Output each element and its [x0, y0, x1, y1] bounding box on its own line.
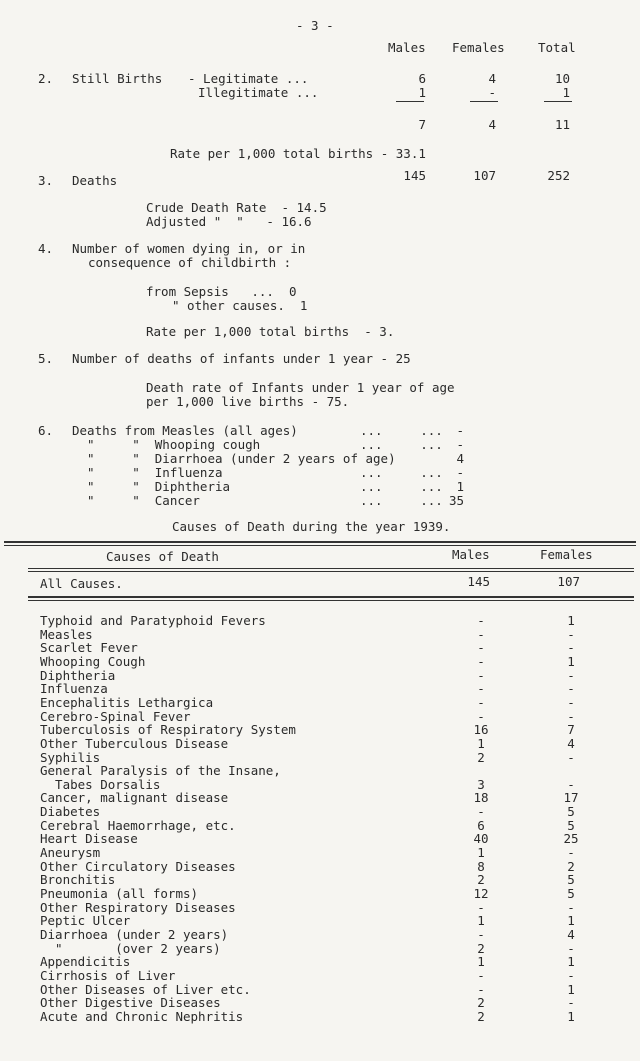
cause-females: -: [567, 750, 575, 765]
leader-dots: ... ...: [360, 465, 443, 480]
cause-males: 2: [477, 941, 485, 956]
deaths-females: 107: [473, 168, 496, 183]
leader-dots: ... ...: [360, 437, 443, 452]
specific-death-value: -: [456, 423, 464, 438]
cause-label: Scarlet Fever: [40, 640, 138, 655]
cause-females: 25: [563, 831, 579, 846]
header-total: Total: [538, 40, 576, 55]
page-number: - 3 -: [296, 18, 334, 33]
infant-deaths: Number of deaths of infants under 1 year - 25: [72, 351, 411, 366]
header-males: Males: [388, 40, 426, 55]
cause-females: -: [567, 845, 575, 860]
cause-females: 5: [567, 804, 575, 819]
cause-males: 2: [477, 872, 485, 887]
cause-females: -: [567, 709, 575, 724]
item-number-5: 5.: [38, 351, 54, 366]
still-births-males-total: 7: [418, 117, 426, 132]
specific-death-value: -: [456, 437, 464, 452]
cause-females: -: [567, 777, 575, 792]
all-causes-label: All Causes.: [40, 576, 123, 591]
cause-males: 2: [477, 995, 485, 1010]
header-rule-inner: [28, 571, 634, 572]
infant-rate-line1: Death rate of Infants under 1 year of age: [146, 380, 455, 395]
cause-label: Whooping Cough: [40, 654, 146, 669]
legit-total: 10: [554, 71, 570, 86]
cause-females: 5: [567, 872, 575, 887]
specific-death-value: 35: [448, 493, 464, 508]
cause-females: -: [567, 695, 575, 710]
infant-rate-line2: per 1,000 live births - 75.: [146, 394, 350, 409]
cause-females: 1: [567, 913, 575, 928]
cause-males: 6: [477, 818, 485, 833]
specific-death-label: " " Whooping cough: [72, 437, 261, 452]
cause-males: 2: [477, 1009, 485, 1024]
cause-females: 2: [567, 859, 575, 874]
table-title: Causes of Death during the year 1939.: [172, 519, 451, 534]
cause-males: -: [477, 640, 485, 655]
still-births-females-total: 4: [488, 117, 496, 132]
header-females: Females: [452, 40, 505, 55]
all-causes-females: 107: [557, 574, 580, 589]
all-causes-rule-inner: [28, 600, 634, 601]
cause-males: 16: [473, 722, 489, 737]
table-top-rule: [4, 541, 636, 543]
still-births-label: Still Births: [72, 71, 163, 86]
sum-rule-females: [470, 101, 498, 102]
cause-females: 5: [567, 818, 575, 833]
cause-males: 1: [477, 913, 485, 928]
cause-label: Cerebral Haemorrhage, etc.: [40, 818, 236, 833]
cause-females: 1: [567, 1009, 575, 1024]
specific-death-label: " " Diarrhoea (under 2 years of age): [72, 451, 396, 466]
cause-label: Cancer, malignant disease: [40, 790, 229, 805]
cause-label: Encephalitis Lethargica: [40, 695, 214, 710]
cause-label: Other Circulatory Diseases: [40, 859, 236, 874]
cause-males: -: [477, 709, 485, 724]
cause-males: -: [477, 654, 485, 669]
all-causes-males: 145: [467, 574, 490, 589]
header-rule: [28, 568, 634, 569]
specific-death-label: Deaths from Measles (all ages): [72, 423, 298, 438]
cause-label: Other Respiratory Diseases: [40, 900, 236, 915]
cause-males: 8: [477, 859, 485, 874]
cause-label: Typhoid and Paratyphoid Fevers: [40, 613, 266, 628]
legitimate-label: - Legitimate ...: [188, 71, 309, 86]
childbirth-rate: Rate per 1,000 total births - 3.: [146, 324, 395, 339]
cause-males: -: [477, 695, 485, 710]
cause-label: Bronchitis: [40, 872, 116, 887]
cause-label: Pneumonia (all forms): [40, 886, 199, 901]
cause-males: -: [477, 627, 485, 642]
illegit-males: 1: [418, 85, 426, 100]
cause-males: -: [477, 668, 485, 683]
cause-females: 1: [567, 654, 575, 669]
cause-label: Tuberculosis of Respiratory System: [40, 722, 296, 737]
cause-males: -: [477, 804, 485, 819]
cause-label: " (over 2 years): [40, 941, 221, 956]
cause-males: -: [477, 927, 485, 942]
sum-rule-total: [544, 101, 572, 102]
cause-females: -: [567, 995, 575, 1010]
cause-females: 5: [567, 886, 575, 901]
cause-label: Appendicitis: [40, 954, 131, 969]
deaths-label: Deaths: [72, 173, 118, 188]
cause-males: -: [477, 982, 485, 997]
cause-females: 4: [567, 927, 575, 942]
cause-males: 1: [477, 845, 485, 860]
cause-females: 1: [567, 954, 575, 969]
cause-females: -: [567, 627, 575, 642]
specific-death-label: " " Cancer: [72, 493, 200, 508]
item-number-2: 2.: [38, 71, 54, 86]
deaths-total: 252: [547, 168, 570, 183]
cause-label: General Paralysis of the Insane,: [40, 763, 281, 778]
all-causes-rule: [28, 596, 634, 598]
specific-death-label: " " Influenza: [72, 465, 223, 480]
leader-dots: ... ...: [360, 493, 443, 508]
cause-label: Diarrhoea (under 2 years): [40, 927, 229, 942]
cause-males: 1: [477, 736, 485, 751]
cause-label: Measles: [40, 627, 93, 642]
legit-females: 4: [488, 71, 496, 86]
cause-males: -: [477, 900, 485, 915]
cause-males: 2: [477, 750, 485, 765]
cause-label: Tabes Dorsalis: [40, 777, 161, 792]
cause-males: 12: [473, 886, 489, 901]
childbirth-other: " other causes. 1: [172, 298, 308, 313]
cause-label: Other Tuberculous Disease: [40, 736, 229, 751]
cause-label: Acute and Chronic Nephritis: [40, 1009, 244, 1024]
specific-death-value: 1: [456, 479, 464, 494]
cause-label: Diabetes: [40, 804, 101, 819]
leader-dots: ... ...: [360, 479, 443, 494]
cause-label: Cerebro-Spinal Fever: [40, 709, 191, 724]
cause-label: Cirrhosis of Liver: [40, 968, 176, 983]
specific-death-value: 4: [456, 451, 464, 466]
illegitimate-label: Illegitimate ...: [198, 85, 319, 100]
legit-males: 6: [418, 71, 426, 86]
cause-males: 40: [473, 831, 489, 846]
cause-label: Diphtheria: [40, 668, 116, 683]
deaths-males: 145: [403, 168, 426, 183]
still-births-grand-total: 11: [554, 117, 570, 132]
crude-death-rate: Crude Death Rate - 14.5: [146, 200, 327, 215]
col-header-cause: Causes of Death: [106, 549, 219, 564]
cause-females: -: [567, 681, 575, 696]
item-number-6: 6.: [38, 423, 54, 438]
col-header-females: Females: [540, 547, 593, 562]
cause-females: -: [567, 640, 575, 655]
cause-females: 7: [567, 722, 575, 737]
cause-males: 1: [477, 954, 485, 969]
sum-rule-males: [396, 101, 424, 102]
childbirth-line2: consequence of childbirth :: [88, 255, 292, 270]
cause-females: 1: [567, 982, 575, 997]
specific-death-value: -: [456, 465, 464, 480]
item-number-3: 3.: [38, 173, 54, 188]
cause-males: -: [477, 968, 485, 983]
leader-dots: ... ...: [360, 423, 443, 438]
cause-males: 18: [473, 790, 489, 805]
cause-females: -: [567, 900, 575, 915]
cause-label: Other Digestive Diseases: [40, 995, 221, 1010]
childbirth-line1: Number of women dying in, or in: [72, 241, 306, 256]
cause-label: Influenza: [40, 681, 108, 696]
cause-label: Peptic Ulcer: [40, 913, 131, 928]
cause-females: 4: [567, 736, 575, 751]
cause-label: Other Diseases of Liver etc.: [40, 982, 251, 997]
cause-males: 3: [477, 777, 485, 792]
cause-females: -: [567, 668, 575, 683]
cause-label: Aneurysm: [40, 845, 101, 860]
still-births-rate: Rate per 1,000 total births - 33.1: [170, 146, 426, 161]
cause-females: 1: [567, 613, 575, 628]
cause-males: -: [477, 613, 485, 628]
adjusted-death-rate: Adjusted " " - 16.6: [146, 214, 312, 229]
cause-females: -: [567, 941, 575, 956]
specific-death-label: " " Diphtheria: [72, 479, 231, 494]
table-top-rule-inner: [4, 545, 636, 546]
cause-females: 17: [563, 790, 579, 805]
illegit-total: 1: [562, 85, 570, 100]
illegit-females: -: [488, 85, 496, 100]
cause-males: -: [477, 681, 485, 696]
cause-females: -: [567, 968, 575, 983]
cause-label: Heart Disease: [40, 831, 138, 846]
col-header-males: Males: [452, 547, 490, 562]
item-number-4: 4.: [38, 241, 54, 256]
childbirth-sepsis: from Sepsis ... 0: [146, 284, 297, 299]
cause-label: Syphilis: [40, 750, 101, 765]
